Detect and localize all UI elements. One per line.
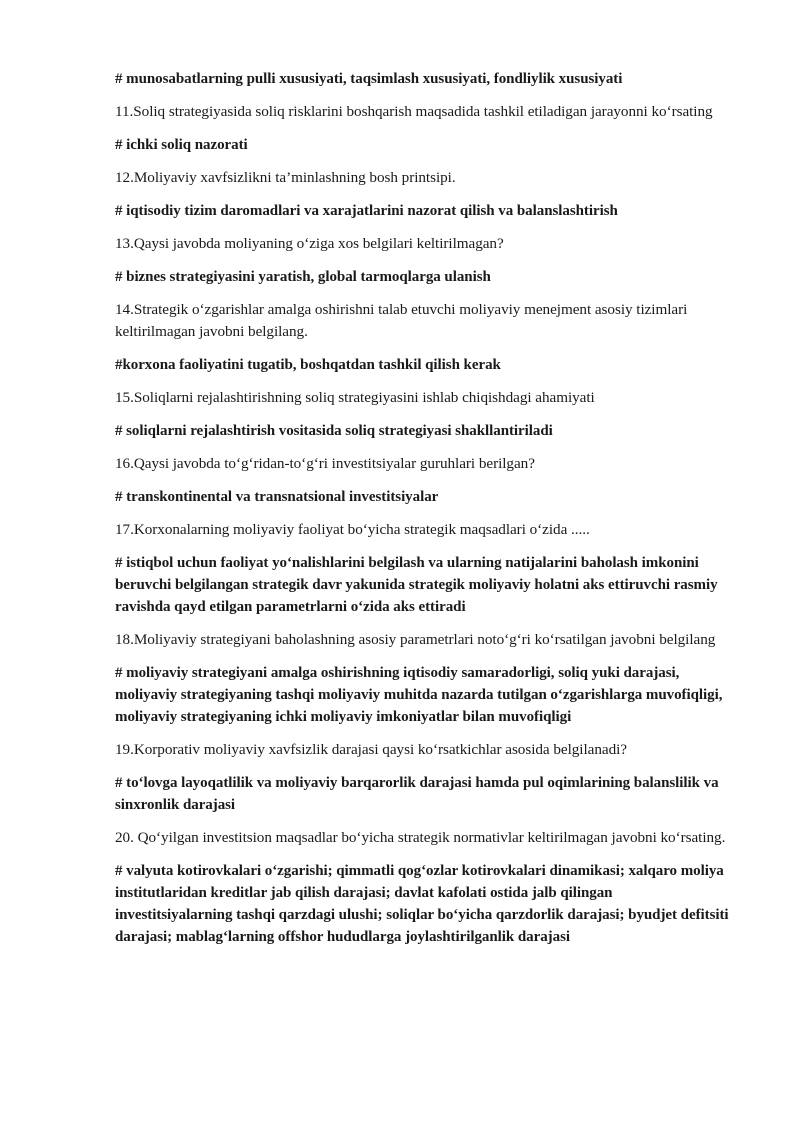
question-text: 15.Soliqlarni rejalashtirishning soliq strategiyasini ishlab chiqishdagi ahamiyati bbox=[115, 389, 595, 406]
answer-text: # valyuta kotirovkalari o‘zgarishi; qimmatli qog‘ozlar kotirovkalari dinamikasi; xalqaro moliya institutlaridan kreditlar jab qilish darajasi; davlat kafolati ostida jalb qilingan investitsiyalarning tashqi qarzdagi ulushi; soliqlar bo‘yicha qarzdorlik darajasi; byudjet defitsiti darajasi; mablag‘larning offshor hududlarga joylashtirilganlik darajasi bbox=[115, 863, 729, 945]
answer-text: # istiqbol uchun faoliyat yo‘nalishlarini belgilash va ularning natijalarini baholash imkonini beruvchi belgilangan strategik davr yakunida strategik moliyaviy holatni aks ettiruvchi rasmiy ravishda qayd etilgan parametrlarni o‘zida aks ettiradi bbox=[115, 555, 718, 615]
answer-text: # moliyaviy strategiyani amalga oshirishning iqtisodiy samaradorligi, soliq yuki darajasi, moliyaviy strategiyaning tashqi moliyaviy muhitda nazarda tutilgan o‘zgarishlarga muvofiqligi, moliyaviy strategiyaning ichki moliyaviy imkoniyatlar bilan muvofiqligi bbox=[115, 665, 723, 725]
answer-text: # to‘lovga layoqatlilik va moliyaviy barqarorlik darajasi hamda pul oqimlarining balanslilik va sinxronlik darajasi bbox=[115, 775, 719, 813]
question-text: 11.Soliq strategiyasida soliq risklarini boshqarish maqsadida tashkil etiladigan jarayonni ko‘rsating bbox=[115, 103, 713, 120]
answer-text: # soliqlarni rejalashtirish vositasida soliq strategiyasi shakllantiriladi bbox=[115, 423, 553, 439]
answer-text: # transkontinental va transnatsional investitsiyalar bbox=[115, 489, 439, 505]
answer-text: #korxona faoliyatini tugatib, boshqatdan tashkil qilish kerak bbox=[115, 357, 501, 373]
question-text: 14.Strategik o‘zgarishlar amalga oshirishni talab etuvchi moliyaviy menejment asosiy tizimlari keltirilmagan javobni belgilang. bbox=[115, 301, 688, 340]
answer-text: # ichki soliq nazorati bbox=[115, 137, 248, 153]
answer-text: # iqtisodiy tizim daromadlari va xarajatlarini nazorat qilish va balanslashtirish bbox=[115, 203, 618, 219]
question-text: 17.Korxonalarning moliyaviy faoliyat bo‘yicha strategik maqsadlari o‘zida ..... bbox=[115, 521, 590, 538]
question-text: 18.Moliyaviy strategiyani baholashning asosiy parametrlari noto‘g‘ri ko‘rsatilgan javobni belgilang bbox=[115, 631, 716, 648]
document-page bbox=[115, 68, 730, 959]
answer-text: # biznes strategiyasini yaratish, global tarmoqlarga ulanish bbox=[115, 269, 491, 285]
question-text: 19.Korporativ moliyaviy xavfsizlik darajasi qaysi ko‘rsatkichlar asosida belgilanadi? bbox=[115, 741, 627, 758]
question-text: 13.Qaysi javobda moliyaning o‘ziga xos belgilari keltirilmagan? bbox=[115, 235, 504, 252]
answer-text: # munosabatlarning pulli xususiyati, taqsimlash xususiyati, fondliylik xususiyati bbox=[115, 71, 623, 87]
question-text: 20. Qo‘yilgan investitsion maqsadlar bo‘yicha strategik normativlar keltirilmagan javobni ko‘rsating. bbox=[115, 829, 726, 846]
question-text: 16.Qaysi javobda to‘g‘ridan-to‘g‘ri investitsiyalar guruhlari berilgan? bbox=[115, 455, 535, 472]
question-text: 12.Moliyaviy xavfsizlikni ta’minlashning bosh printsipi. bbox=[115, 169, 456, 186]
